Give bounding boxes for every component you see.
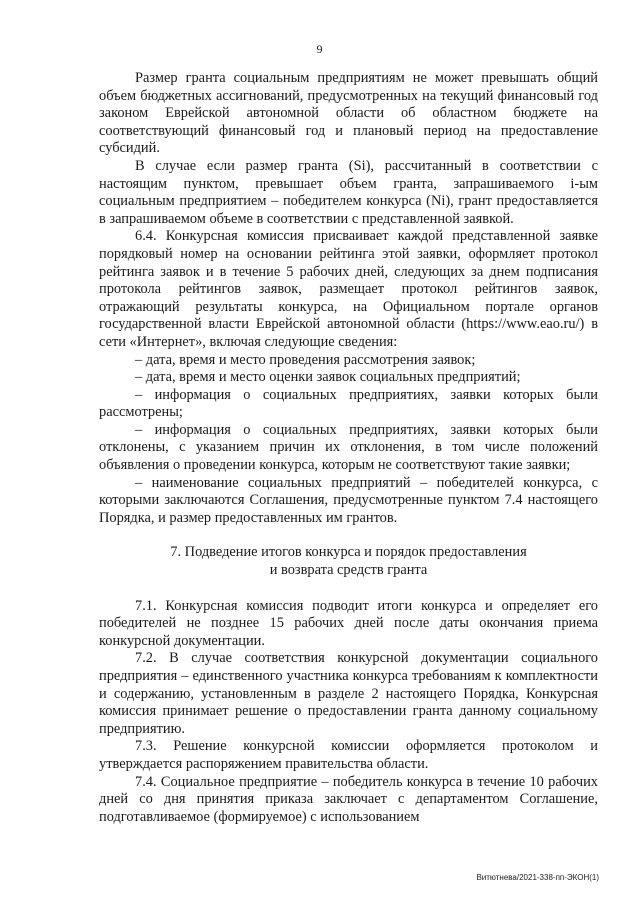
list-item: – информация о социальных предприятиях, заявки которых были отклонены, с указанием причин их отклонения, в том числе положений объявления о проведении конкурса, которым не соответствуют такие заявки; (99, 421, 598, 474)
paragraph-7-1: 7.1. Конкурсная комиссия подводит итоги конкурса и определяет его победителей не позднее 15 рабочих дней после даты окончания приема конкурсной документации. (99, 597, 598, 649)
paragraph-grant-limit: Размер гранта социальным предприятиям не может превышать общий объем бюджетных ассигнований, предусмотренных на текущий финансовый год законом Еврейской автономной области об областном бюджете на соответствующий финансовый год и плановый период на предоставление субсидий. (99, 70, 598, 157)
list-item: – дата, время и место проведения рассмотрения заявок; (135, 351, 476, 368)
paragraph-7-3: 7.3. Решение конкурсной комиссии оформляется протоколом и утверждается распоряжением правительства области. (99, 738, 598, 772)
paragraph-7-2: 7.2. В случае соответствия конкурсной документации социального предприятия – единственного участника конкурса требованиям к комплектности и содержанию, установленным в разделе 2 настоящего Порядка, Конкурсная комиссия принимает решение о предоставлении гранта данному социальному предприятию. (99, 650, 598, 737)
page-number: 9 (316, 42, 323, 56)
footer-document-code: Витютнева/2021-338-пп-ЭКОН(1) (476, 873, 599, 882)
paragraph-grant-size: В случае если размер гранта (Si), рассчитанный в соответствии с настоящим пунктом, превышает объем гранта, запрашиваемого i-ым социальным предприятием – победителем конкурса (Ni), грант предоставляется в запрашиваемом объеме в соответствии с представленной заявкой. (99, 157, 598, 227)
list-item: – информация о социальных предприятиях, заявки которых были рассмотрены; (99, 386, 598, 421)
section-heading-line-2: и возврата средств гранта (269, 562, 428, 579)
paragraph-6-4: 6.4. Конкурсная комиссия присваивает каждой представленной заявке порядковый номер на основании рейтинга этой заявки, оформляет протокол рейтинга заявок и в течение 5 рабочих дней, следующих за днем подписания протокола рейтингов заявок, размещает протокол рейтингов заявок, отражающий результаты конкурса, на Официальном портале органов государственной власти Еврейской автономной области (https://www.eao.ru/) в сети «Интернет», включая следующие сведения: (99, 228, 598, 350)
section-heading-line-1: 7. Подведение итогов конкурса и порядок предоставления (170, 544, 527, 561)
document-body (99, 70, 598, 826)
list-item: – наименование социальных предприятий – победителей конкурса, с которыми заключаются Соглашения, предусмотренные пунктом 7.4 настоящего Порядка, и размер предоставленных им грантов. (99, 474, 598, 526)
list-item: – дата, время и место оценки заявок социальных предприятий; (135, 369, 521, 386)
paragraph-7-4: 7.4. Социальное предприятие – победитель конкурса в течение 10 рабочих дней со дня принятия приказа заключает с департаментом Соглашение, подготавливаемое (формируемое) с использованием (99, 773, 598, 825)
